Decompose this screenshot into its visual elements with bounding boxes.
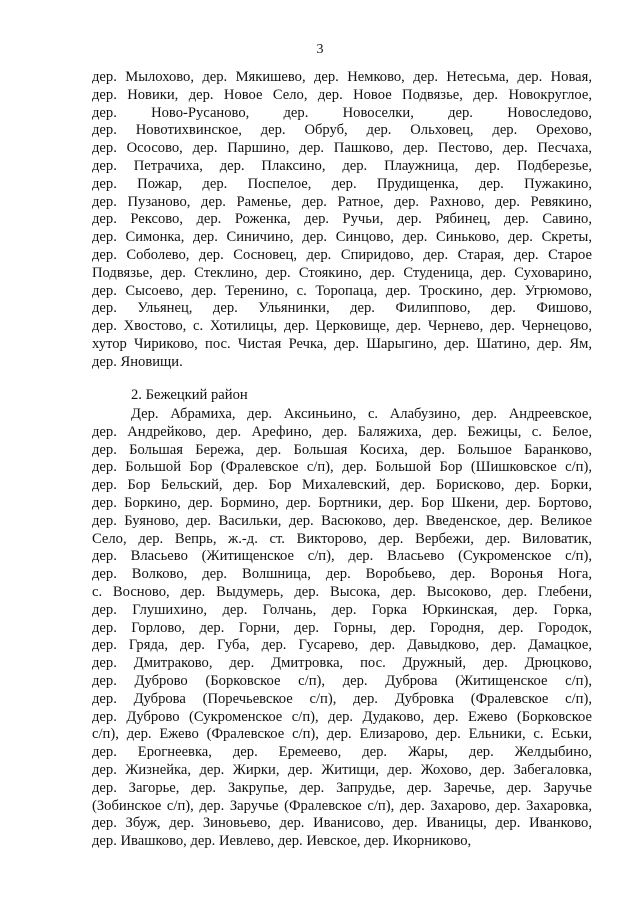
text-line: Село, дер. Вепрь, ж.-д. ст. Викторово, дер. Вербежи, дер. Виловатик, — [92, 530, 592, 547]
text-line: дер. Бор Бельский, дер. Бор Михалевский, дер. Борисково, дер. Борки, — [92, 477, 592, 494]
text-line: дер. Мылохово, дер. Мякишево, дер. Немково, дер. Нетесьма, дер. Новая, — [92, 69, 592, 85]
text-line: дер. Волково, дер. Волшница, дер. Воробьево, дер. Воронья Нога, — [92, 566, 592, 583]
text-line: хутор Чириково, пос. Чистая Речка, дер. Шарыгино, дер. Шатино, дер. Ям, — [92, 335, 592, 352]
text-line: дер. Рексово, дер. Роженка, дер. Ручьи, дер. Рябинец, дер. Савино, — [92, 211, 592, 228]
text-line: дер. Ососово, дер. Паршино, дер. Пашково, дер. Пестово, дер. Песчаха, — [92, 140, 592, 157]
text-line: с/п), дер. Ежево (Фралевское с/п), дер. Елизарово, дер. Ельники, с. Еськи, — [92, 726, 592, 743]
text-line: дер. Большой Бор (Фралевское с/п), дер. Большой Бор (Шишковское с/п), — [92, 459, 592, 476]
text-line: (Зобинское с/п), дер. Заручье (Фралевское с/п), дер. Захарово, дер. Захаровка, — [92, 797, 592, 814]
text-line: дер. Ново-Русаново, дер. Новоселки, дер. Новоследово, — [92, 104, 592, 121]
text-line: дер. Симонка, дер. Синичино, дер. Синцово, дер. Синьково, дер. Скреты, — [92, 229, 592, 246]
text-line: дер. Новики, дер. Новое Село, дер. Новое Подвязье, дер. Новокруглое, — [92, 86, 592, 103]
text-line: дер. Яновищи. — [92, 353, 183, 370]
text-line: дер. Збуж, дер. Зиновьево, дер. Иванисово, дер. Иваницы, дер. Иванково, — [92, 815, 592, 832]
bezhetsk-district-section — [92, 384, 592, 851]
text-line: дер. Власьево (Житищенское с/п), дер. Власьево (Сукроменское с/п), — [92, 548, 592, 565]
text-line: Подвязье, дер. Стеклино, дер. Стоякино, дер. Студеница, дер. Суховарино, — [92, 264, 592, 281]
text-line: дер. Дуброво (Сукроменское с/п), дер. Дудаково, дер. Ежево (Борковское — [92, 708, 592, 725]
text-line: дер. Пожар, дер. Поспелое, дер. Прудищенка, дер. Пужакино, — [92, 175, 592, 192]
text-line: дер. Ивашково, дер. Иевлево, дер. Иевское, дер. Икорниково, — [92, 833, 472, 850]
settlement-list-continued — [92, 69, 592, 372]
text-line: дер. Дуброво (Борковское с/п), дер. Дуброва (Житищенское с/п), — [92, 672, 592, 689]
text-line: дер. Соболево, дер. Сосновец, дер. Спиридово, дер. Старая, дер. Старое — [92, 246, 592, 263]
text-line: дер. Хвостово, с. Хотилицы, дер. Церковище, дер. Чернево, дер. Чернецово, — [92, 318, 592, 335]
text-line: дер. Ульянец, дер. Ульянинки, дер. Филиппово, дер. Фишово, — [92, 300, 592, 317]
text-line: дер. Боркино, дер. Бормино, дер. Бортники, дер. Бор Шкени, дер. Бортово, — [92, 494, 592, 511]
text-line: дер. Буяново, дер. Васильки, дер. Васюково, дер. Введенское, дер. Великое — [92, 512, 592, 529]
text-line: дер. Жизнейка, дер. Жирки, дер. Житищи, дер. Жохово, дер. Забегаловка, — [92, 761, 592, 778]
text-line: дер. Большая Бережа, дер. Большая Косиха, дер. Большое Баранково, — [92, 441, 592, 458]
text-line: дер. Дмитраково, дер. Дмитровка, пос. Дружный, дер. Дрюцково, — [92, 655, 592, 672]
text-line: дер. Андрейково, дер. Арефино, дер. Баляжиха, дер. Бежицы, с. Белое, — [92, 423, 592, 440]
text-line: дер. Новотихвинское, дер. Обруб, дер. Ольховец, дер. Орехово, — [92, 122, 592, 139]
text-line: дер. Дуброва (Поречьевское с/п), дер. Дубровка (Фралевское с/п), — [92, 690, 592, 707]
section-heading: 2. Бежецкий район — [131, 387, 248, 403]
text-line: с. Восново, дер. Выдумерь, дер. Высока, дер. Высоково, дер. Глебени, — [92, 583, 592, 600]
text-line: дер. Пузаново, дер. Раменье, дер. Ратное, дер. Рахново, дер. Ревякино, — [92, 193, 592, 210]
text-line: дер. Загорье, дер. Закрупье, дер. Запрудье, дер. Заречье, дер. Заручье — [92, 779, 592, 796]
text-line: Дер. Абрамиха, дер. Аксиньино, с. Алабузино, дер. Андреевское, — [131, 406, 592, 422]
text-line: дер. Гряда, дер. Губа, дер. Гусарево, дер. Давыдково, дер. Дамацкое, — [92, 637, 592, 654]
text-line: дер. Глушихино, дер. Голчань, дер. Горка Юркинская, дер. Горка, — [92, 601, 592, 618]
text-line: дер. Сысоево, дер. Теренино, с. Торопаца, дер. Троскино, дер. Угрюмово, — [92, 282, 592, 299]
page-number: 3 — [316, 42, 324, 57]
text-line: дер. Ерогнеевка, дер. Еремеево, дер. Жары, дер. Желдыбино, — [92, 744, 592, 761]
text-line: дер. Петрачиха, дер. Плаксино, дер. Плаужница, дер. Подберезье, — [92, 157, 592, 174]
text-line: дер. Горлово, дер. Горни, дер. Горны, дер. Городня, дер. Городок, — [92, 619, 592, 636]
